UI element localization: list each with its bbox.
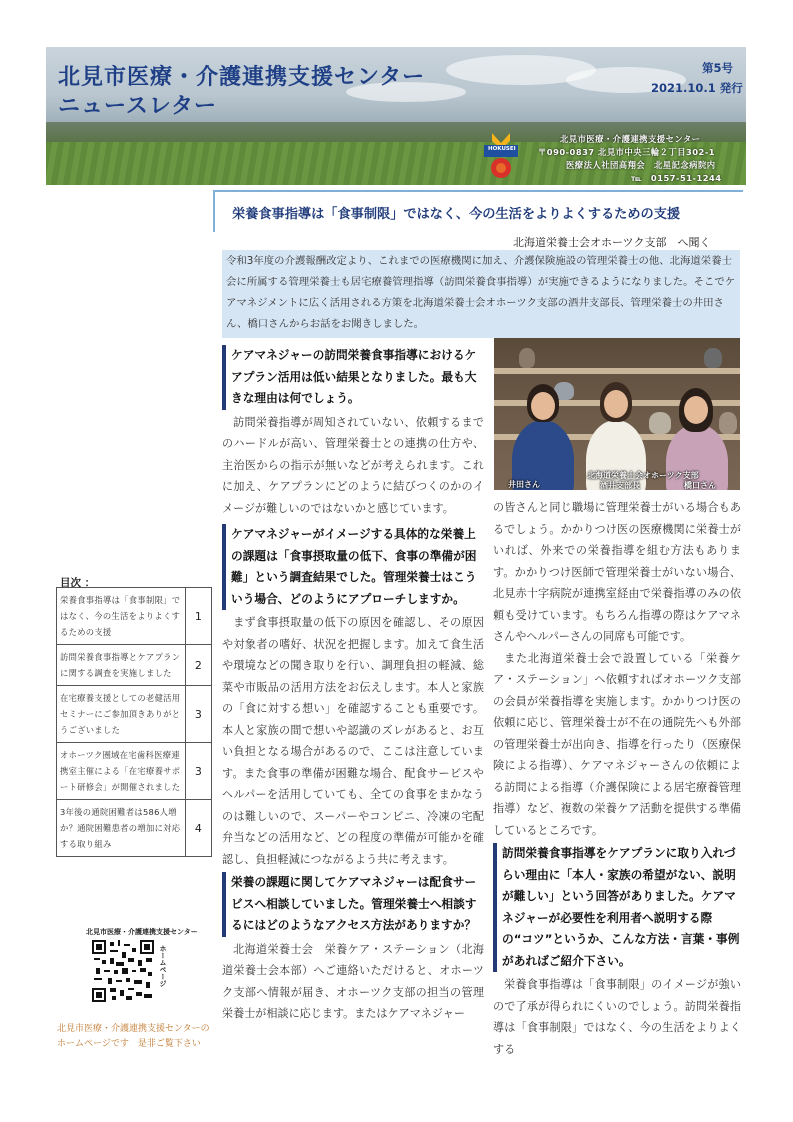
org-address: 〒090-0837 北見市中央三輪２丁目302-1 [538, 147, 716, 157]
qr-frame-right: ホームページ [159, 945, 167, 987]
toc-item[interactable] [57, 742, 211, 799]
answer-1: 訪問栄養指導が周知されていない、依頼するまでのハードルが高い、管理栄養士との連携の仕方や、主治医からの指示が無いなどが考えられます。これに加え、ケアプランにどのように結びつくのかのイメージが難しいのではないかと感じています。 [222, 415, 484, 515]
toc-item-title: 3年後の通院困難者は586人増か？通院困難患者の増加に対応する取り組み [57, 800, 186, 856]
photo-caption-org: 北海道栄養士会オホーツク支部 [587, 471, 699, 480]
toc-item-page: 4 [194, 821, 202, 835]
hokusei-logo [482, 131, 520, 179]
answer-3: 北海道栄養士会 栄養ケア・ステーション（北海道栄養士会本部）へご連絡いただけると、オホーツク支部へ情報が届き、オホーツク支部の担当の管理栄養士が相談に応じます。またはケアマネジャー [222, 942, 484, 1020]
qr-code[interactable] [92, 940, 154, 1002]
toc-item-title: 訪問栄養食事指導とケアプランに関する調査を実施しました [57, 645, 186, 685]
photo-caption-right: 橋口さん [684, 481, 716, 490]
issue-date: 2021.10.1 発行 [651, 81, 743, 95]
toc-item[interactable] [57, 685, 211, 742]
org-name: 北見市医療・介護連携支援センター [560, 134, 701, 144]
intro-text: 令和3年度の介護報酬改定より、これまでの医療機関に加え、介護保険施設の管理栄養士の他、北海道栄養士会に所属する管理栄養士も居宅療養管理指導（訪問栄養食事指導）が実施できるようになりました。そこでケアマネジメントに広く活用される方策を北海道栄養士会オホーツク支部の酒井支部長、管理栄養士の井田さん、橋口さんからお話をお聞きしました。 [226, 255, 736, 330]
answer-3-continued: の皆さんと同じ職場に管理栄養士がいる場合もあるでしょう。かかりつけ医の医療機関に栄養士がいれば、外来での栄養指導を組む方法もあります。かかりつけ医師で管理栄養士がいない場合、北見赤十字病院が連携室経由で栄養指導のみの依頼も受けています。もちろん指導の際はケアマネさんやヘルパーさんの同席も可能です。 [493, 501, 741, 643]
article-byline: 北海道栄養士会オホーツク支部 へ聞く [513, 236, 711, 249]
toc-item-title: 栄養食事指導は「食事制限」ではなく、今の生活をよりよくするための支援 [57, 588, 186, 644]
interview-photo [494, 338, 740, 490]
article-left-column [222, 345, 484, 1025]
question-3: 栄養の課題に関してケアマネジャーは配食サービスへ相談していました。管理栄養士へ相談するにはどのようなアクセス方法がありますか？ [222, 872, 484, 937]
answer-3-continued-2: また北海道栄養士会で設置している「栄養ケア・ステーション」へ依頼すればオホーツク支部の会員が栄養指導を実施します。かかりつけ医の依頼に応じ、管理栄養士が不在の通院先へも外部の管理栄養士が出向き、指導を行ったり（医療保険による指導）、ケアマネジャーさんの依頼による訪問による指導（介護保険による居宅療養管理指導）など、複数の栄養ケア活動を提供する準備しているところです。 [493, 651, 741, 837]
qr-frame-top: 北見市医療・介護連携支援センター [86, 928, 198, 936]
photo-caption-left: 井田さん [508, 480, 540, 489]
answer-2: まず食事摂取量の低下の原因を確認し、その原因や対象者の嗜好、状況を把握します。加えて食生活や環境などの聞き取りを行い、調理負担の軽減、総菜や市販品の活用方法をお伝えします。本人と家族の「食に対する想い」を確認することも重要です。本人と家族の間で想いや認識のズレがあると、お互い負担となる場合があるので、ここは注意しています。また食事の準備が困難な場合、配食サービスやヘルパーを活用していても、全ての食事をまかなうのは難しいので、スーパーやコンビニ、冷凍の宅配弁当などの活用など、どの程度の準備が可能かを確認し、負担軽減につながるよう共に考えます。 [222, 616, 484, 866]
question-2: ケアマネジャーがイメージする具体的な栄養上の課題は「食事摂取量の低下、食事の準備が困難」という調査結果でした。管理栄養士はこういう場合、どのようにアプローチしますか。 [222, 524, 484, 610]
question-1: ケアマネジャーの訪問栄養食事指導におけるケアプラン活用は低い結果となりました。最も大きな理由は何でしょう。 [222, 345, 484, 410]
org-operator: 医療法人社団高翔会 北星記念病院内 [566, 160, 716, 170]
toc-item-page: 3 [194, 707, 202, 721]
newsletter-subtitle: ニュースレター [58, 94, 218, 119]
answer-4: 栄養食事指導は「食事制限」のイメージが強いので了承が得られにくいのでしょう。訪問栄養指導は「食事制限」ではなく、今の生活をよりよくする [493, 978, 741, 1056]
intro-box [222, 250, 740, 338]
toc-item-title: オホーツク圏域在宅歯科医療連携室主催による「在宅療養サポート研修会」が開催されました [57, 743, 186, 799]
qr-caption: 北見市医療・介護連携支援センターのホームページです 是非ご覧下さい [57, 1024, 210, 1049]
toc-item-page: 3 [194, 764, 202, 778]
org-tel: ℡ 0157-51-1244 [631, 173, 722, 183]
article-headline: 栄養食事指導は「食事制限」ではなく、今の生活をよりよくするための支援 [232, 207, 681, 222]
logo-text: HOKUSEI [488, 146, 516, 152]
toc-item[interactable] [57, 588, 211, 644]
toc-item[interactable] [57, 799, 211, 856]
table-of-contents [56, 587, 212, 857]
issue-number: 第5号 [702, 61, 734, 75]
newsletter-title: 北見市医療・介護連携支援センター [58, 65, 426, 90]
toc-item-title: 在宅療養支援としての老健活用セミナーにご参加頂きありがとうございました [57, 686, 186, 742]
toc-title: 目次 ： [60, 577, 96, 589]
toc-item-page: 2 [194, 658, 202, 672]
photo-caption-center: 酒井支部長 [600, 481, 640, 490]
toc-item[interactable] [57, 644, 211, 685]
toc-item-page: 1 [194, 609, 202, 623]
question-4: 訪問栄養食事指導をケアプランに取り入れづらい理由に「本人・家族の希望がない、説明が難しい」という回答がありました。ケアマネジャーが必要性を利用者へ説明する際の“コツ”というか、こんな方法・言葉・事例があればご紹介下さい。 [493, 843, 741, 972]
article-right-column [493, 497, 741, 1060]
